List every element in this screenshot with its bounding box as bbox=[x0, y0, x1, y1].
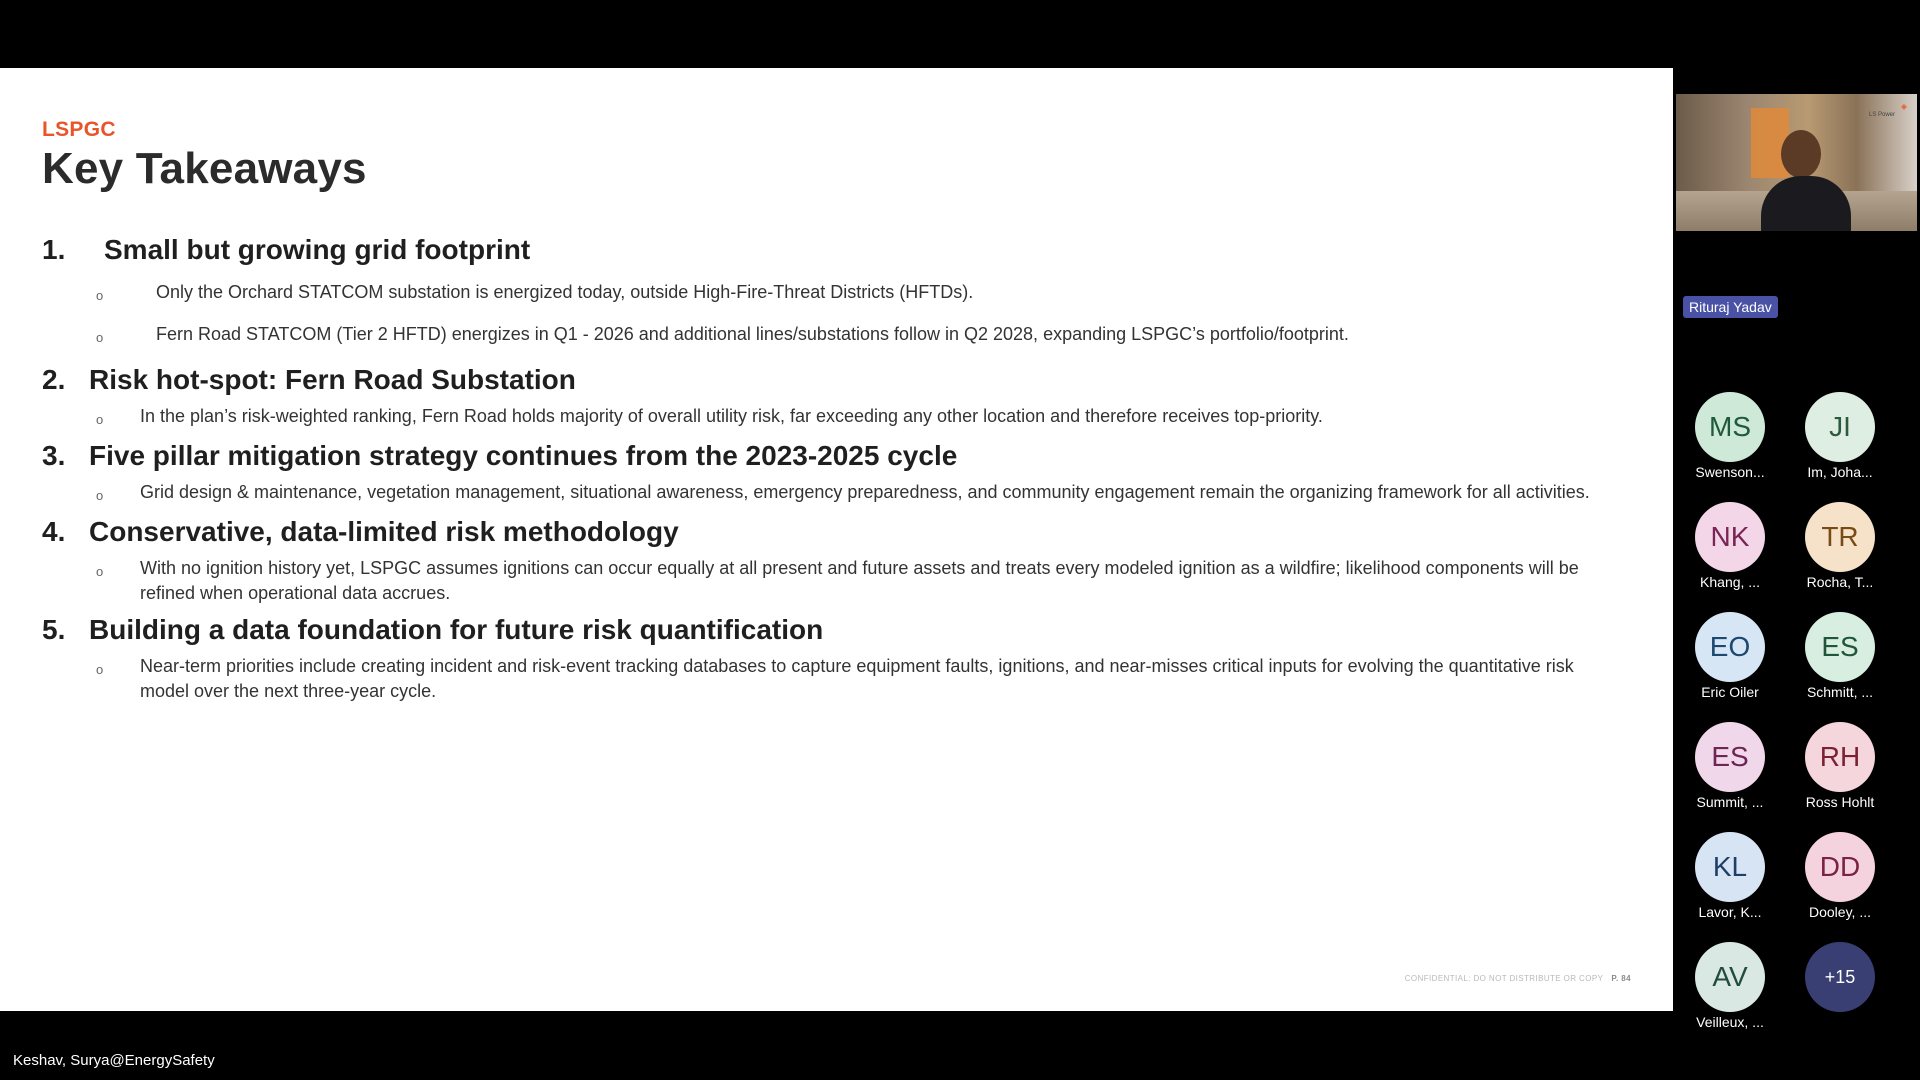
participant-name: Ross Hohlt bbox=[1805, 794, 1875, 810]
participant-tile[interactable] bbox=[1675, 502, 1785, 590]
slide-title: Key Takeaways bbox=[42, 144, 367, 193]
participant-tile[interactable] bbox=[1785, 832, 1895, 920]
takeaway-heading bbox=[42, 440, 1633, 472]
takeaway-number: 1. bbox=[42, 234, 66, 265]
takeaway-number: 4. bbox=[42, 516, 66, 547]
slide-footer bbox=[1405, 974, 1631, 983]
takeaway-bullet: o Fern Road STATCOM (Tier 2 HFTD) energizes in Q1 - 2026 and additional lines/substations follow in Q2 2028, expanding LSPGC’s portfolio/footprint. bbox=[96, 322, 1633, 350]
participant-name: Veilleux, ... bbox=[1696, 1014, 1764, 1030]
participant-name: Summit, ... bbox=[1696, 794, 1764, 810]
participant-avatar: NK bbox=[1695, 502, 1765, 572]
takeaway-title: Building a data foundation for future risk quantification bbox=[89, 614, 824, 645]
speaker-head bbox=[1781, 130, 1821, 178]
participant-name: Eric Oiler bbox=[1701, 684, 1759, 700]
participant-tile[interactable] bbox=[1675, 612, 1785, 700]
participant-tile[interactable] bbox=[1785, 722, 1895, 810]
speaker-body bbox=[1761, 176, 1851, 231]
takeaway-bullet: o Grid design & maintenance, vegetation management, situational awareness, emergency preparedness, and community engagement remain the organizing framework for all activities. bbox=[96, 480, 1633, 508]
presenter-bar bbox=[0, 1011, 1673, 1080]
shared-slide bbox=[0, 68, 1673, 1011]
bullet-icon: o bbox=[96, 330, 104, 345]
participant-avatar: JI bbox=[1805, 392, 1875, 462]
more-participants-button[interactable] bbox=[1785, 942, 1895, 1014]
participant-avatar: MS bbox=[1695, 392, 1765, 462]
bullet-icon: o bbox=[96, 564, 104, 579]
takeaway-title: Small but growing grid footprint bbox=[104, 234, 531, 265]
participant-name: Im, Joha... bbox=[1807, 464, 1873, 480]
takeaway-bullet: o With no ignition history yet, LSPGC assumes ignitions can occur equally at all present and future assets and treats every modeled ignition as a wildfire; likelihood components will be refined when operational data accrues. bbox=[96, 558, 1579, 603]
takeaway-bullet: o Near-term priorities include creating incident and risk-event tracking databases to capture equipment faults, ignitions, and near-misses critical inputs for evolving the quantitative risk model over the next three-year cycle. bbox=[96, 656, 1574, 701]
takeaway-title: Five pillar mitigation strategy continues from the 2023-2025 cycle bbox=[89, 440, 958, 471]
participants-panel bbox=[1673, 0, 1920, 1080]
takeaway-number: 3. bbox=[42, 440, 66, 471]
bullet-icon: o bbox=[96, 488, 104, 503]
confidential-notice: CONFIDENTIAL: DO NOT DISTRIBUTE OR COPY bbox=[1404, 974, 1604, 983]
participant-avatar: ES bbox=[1805, 612, 1875, 682]
takeaway-heading bbox=[42, 234, 1633, 266]
page-number: P. 84 bbox=[1611, 974, 1631, 983]
participant-tile[interactable] bbox=[1785, 392, 1895, 480]
participant-tile[interactable] bbox=[1675, 722, 1785, 810]
participant-tile[interactable] bbox=[1675, 392, 1785, 480]
ls-power-logo-icon: ◈ bbox=[1900, 102, 1907, 111]
takeaway-heading bbox=[42, 364, 1633, 396]
bullet-icon: o bbox=[96, 662, 104, 677]
participant-avatar: RH bbox=[1805, 722, 1875, 792]
participant-name: Lavor, K... bbox=[1698, 904, 1762, 920]
presenter-name: Keshav, Surya@EnergySafety bbox=[13, 1052, 215, 1069]
participant-tile[interactable] bbox=[1675, 942, 1785, 1030]
participant-avatar: AV bbox=[1695, 942, 1765, 1012]
participant-avatar: EO bbox=[1695, 612, 1765, 682]
participant-avatar: KL bbox=[1695, 832, 1765, 902]
takeaway-heading bbox=[42, 516, 1633, 548]
takeaways-list bbox=[42, 234, 1633, 704]
takeaway-title: Conservative, data-limited risk methodology bbox=[89, 516, 679, 547]
participant-avatar: DD bbox=[1805, 832, 1875, 902]
video-logo-text: LS Power bbox=[1868, 112, 1895, 118]
active-speaker-tag: Rituraj Yadav bbox=[1683, 296, 1778, 318]
takeaway-title: Risk hot-spot: Fern Road Substation bbox=[89, 364, 576, 395]
takeaway-number: 2. bbox=[42, 364, 66, 395]
bullet-icon: o bbox=[96, 412, 104, 427]
brand-label: LSPGC bbox=[42, 118, 116, 141]
bullet-icon: o bbox=[96, 288, 104, 303]
participant-tile[interactable] bbox=[1675, 832, 1785, 920]
more-participants-count: +15 bbox=[1805, 942, 1875, 1012]
participant-name: Khang, ... bbox=[1700, 574, 1760, 590]
participant-name: Rocha, T... bbox=[1806, 574, 1874, 590]
takeaway-heading bbox=[42, 614, 1633, 646]
participant-name: Swenson... bbox=[1695, 464, 1765, 480]
speaker-video-tile[interactable] bbox=[1676, 94, 1917, 231]
takeaway-bullet: o Only the Orchard STATCOM substation is energized today, outside High-Fire-Threat Districts (HFTDs). bbox=[96, 280, 1633, 308]
participant-name: Dooley, ... bbox=[1809, 904, 1871, 920]
takeaway-bullet: o In the plan’s risk-weighted ranking, Fern Road holds majority of overall utility risk, far exceeding any other location and therefore receives top-priority. bbox=[96, 404, 1633, 432]
participant-tile[interactable] bbox=[1785, 502, 1895, 590]
takeaway-number: 5. bbox=[42, 614, 66, 645]
participant-name: Schmitt, ... bbox=[1806, 684, 1874, 700]
participant-tile[interactable] bbox=[1785, 612, 1895, 700]
participant-avatar: ES bbox=[1695, 722, 1765, 792]
participant-avatar: TR bbox=[1805, 502, 1875, 572]
